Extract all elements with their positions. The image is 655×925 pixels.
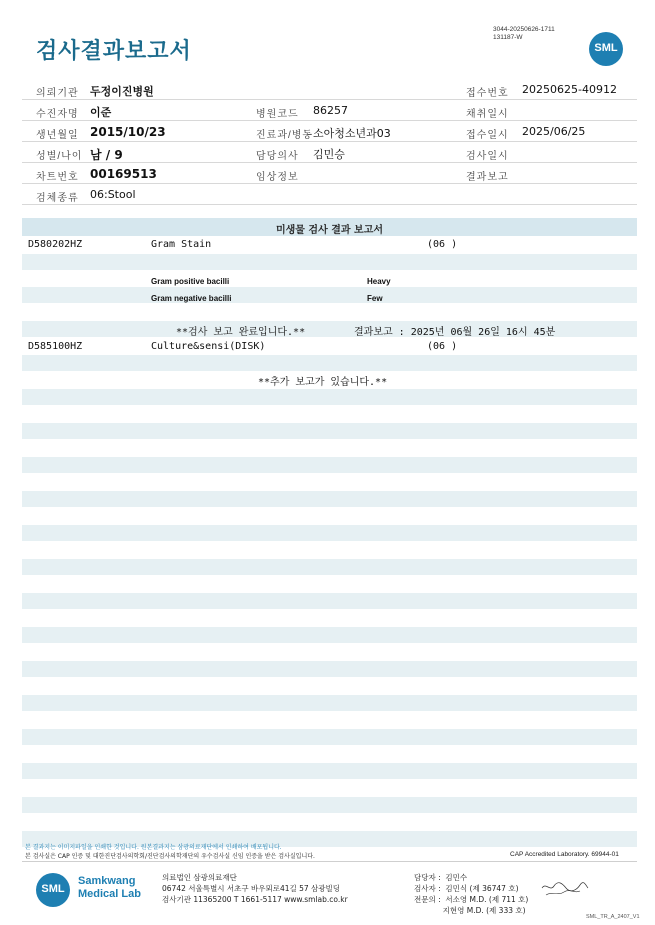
doctor: 김민승 <box>313 148 345 161</box>
address-line2: 06742 서울특별시 서초구 바우뫼로41길 57 삼광빌딩 <box>162 884 341 893</box>
cap-accreditation: CAP Accredited Laboratory. 69944-01 <box>510 851 619 858</box>
report-time: 결과보고 : 2025년 06월 26일 16시 45분 <box>354 327 556 338</box>
document-id <box>493 26 555 42</box>
gram-negative-value: Few <box>367 294 383 303</box>
row-band <box>22 797 637 813</box>
row-band <box>22 661 637 677</box>
test2-name: Culture&sensi(DISK) <box>151 341 266 352</box>
info-row-1 <box>22 79 637 100</box>
info-row-3 <box>22 121 637 142</box>
sml-footer-logo-icon <box>36 873 70 907</box>
footer-note-print: 본 결과지는 이미지파일을 인쇄한 것입니다. 원본결과지는 삼광의료재단에서 인쇄하여 배포됩니다. <box>25 844 282 851</box>
results-section-title: 미생물 검사 결과 보고서 <box>275 225 384 236</box>
footer-logo-text: SML <box>41 883 65 895</box>
signature-icon <box>540 879 590 897</box>
label-receipt-date: 접수일시 <box>466 130 509 141</box>
logo-text: SML <box>594 42 618 54</box>
label-test-datetime: 검사일시 <box>466 151 509 162</box>
address-line3: 검사기관 11365200 T 1661-5117 www.smlab.co.kr <box>162 895 348 904</box>
label-collection-datetime: 채취일시 <box>466 109 509 120</box>
test1-code: D580202HZ <box>28 239 83 250</box>
gram-positive-label: Gram positive bacilli <box>151 277 230 286</box>
row-band <box>22 763 637 779</box>
sex-age: 남 / 9 <box>90 148 123 162</box>
doc-id-line2: 131187-W <box>493 34 523 41</box>
row-band <box>22 254 637 270</box>
department: 소아청소년과03 <box>313 127 391 140</box>
row-band <box>22 729 637 745</box>
row-band <box>22 457 637 473</box>
info-row-2 <box>22 100 637 121</box>
results-section-header <box>22 218 637 236</box>
additional-report-note: **추가 보고가 있습니다.** <box>258 377 388 388</box>
test1-specimen: (06 ) <box>427 239 458 250</box>
label-specimen-type: 검체종류 <box>36 193 79 204</box>
info-row-5 <box>22 163 637 184</box>
patient-name: 이준 <box>90 106 112 119</box>
row-band <box>22 525 637 541</box>
brand-name <box>78 875 141 901</box>
brand-line1: Samkwang <box>78 875 136 887</box>
test2-specimen: (06 ) <box>427 341 458 352</box>
test1-name: Gram Stain <box>151 239 212 250</box>
sml-logo-icon <box>589 32 623 66</box>
gram-positive-value: Heavy <box>367 277 391 286</box>
hospital-code: 86257 <box>313 104 348 117</box>
label-result-report: 결과보고 <box>466 172 509 183</box>
footer-note-accreditation: 본 검사실은 CAP 인증 및 대한진단검사의학회/진단검사의학재단의 우수검사실 신임 인증을 받은 검사실입니다. <box>25 853 315 860</box>
row-band <box>22 559 637 575</box>
requesting-institution: 두정이진병원 <box>90 85 154 98</box>
doc-id-line1: 3044-20250626-1711 <box>493 26 555 33</box>
receipt-number: 20250625-40912 <box>522 83 617 96</box>
info-row-6 <box>22 184 637 205</box>
footer-address <box>162 872 348 905</box>
row-band <box>22 355 637 371</box>
row-band <box>22 627 637 643</box>
label-clinical-info: 임상정보 <box>256 172 299 183</box>
staff-contact: 담당자 : 김민수 <box>414 873 468 882</box>
label-chart-number: 차트번호 <box>36 172 79 183</box>
row-band <box>22 593 637 609</box>
label-sex-age: 성별/나이 <box>36 151 83 162</box>
test2-code: D585100HZ <box>28 341 83 352</box>
report-title: 검사결과보고서 <box>36 39 192 64</box>
row-band <box>22 423 637 439</box>
chart-number: 00169513 <box>90 167 157 181</box>
label-requesting-institution: 의뢰기관 <box>36 88 79 99</box>
label-birth-date: 생년월일 <box>36 130 79 141</box>
staff-tester: 검사자 : 김민식 (제 36747 호) <box>414 884 519 893</box>
footer-staff <box>414 872 528 916</box>
row-band <box>22 695 637 711</box>
label-patient-name: 수진자명 <box>36 109 79 120</box>
address-line1: 의료법인 삼광의료재단 <box>162 873 237 882</box>
gram-negative-label: Gram negative bacilli <box>151 294 232 303</box>
info-row-4 <box>22 142 637 163</box>
receipt-date: 2025/06/25 <box>522 125 586 138</box>
label-hospital-code: 병원코드 <box>256 109 299 120</box>
row-band <box>22 389 637 405</box>
staff-specialist2: 지현영 M.D. (제 333 호) <box>414 906 526 915</box>
label-doctor: 담당의사 <box>256 151 299 162</box>
row-band <box>22 287 637 303</box>
label-receipt-number: 접수번호 <box>466 88 509 99</box>
form-code: SML_TR_A_2407_V1 <box>586 914 640 920</box>
staff-specialist1: 전문의 : 서소영 M.D. (제 711 호) <box>414 895 529 904</box>
row-band <box>22 491 637 507</box>
label-department: 진료과/병동 <box>256 130 314 141</box>
brand-line2: Medical Lab <box>78 888 141 900</box>
report-complete-note: **검사 보고 완료입니다.** <box>176 327 306 338</box>
footer-divider <box>22 861 637 862</box>
birth-date: 2015/10/23 <box>90 125 166 139</box>
specimen-type: 06:Stool <box>90 188 136 201</box>
